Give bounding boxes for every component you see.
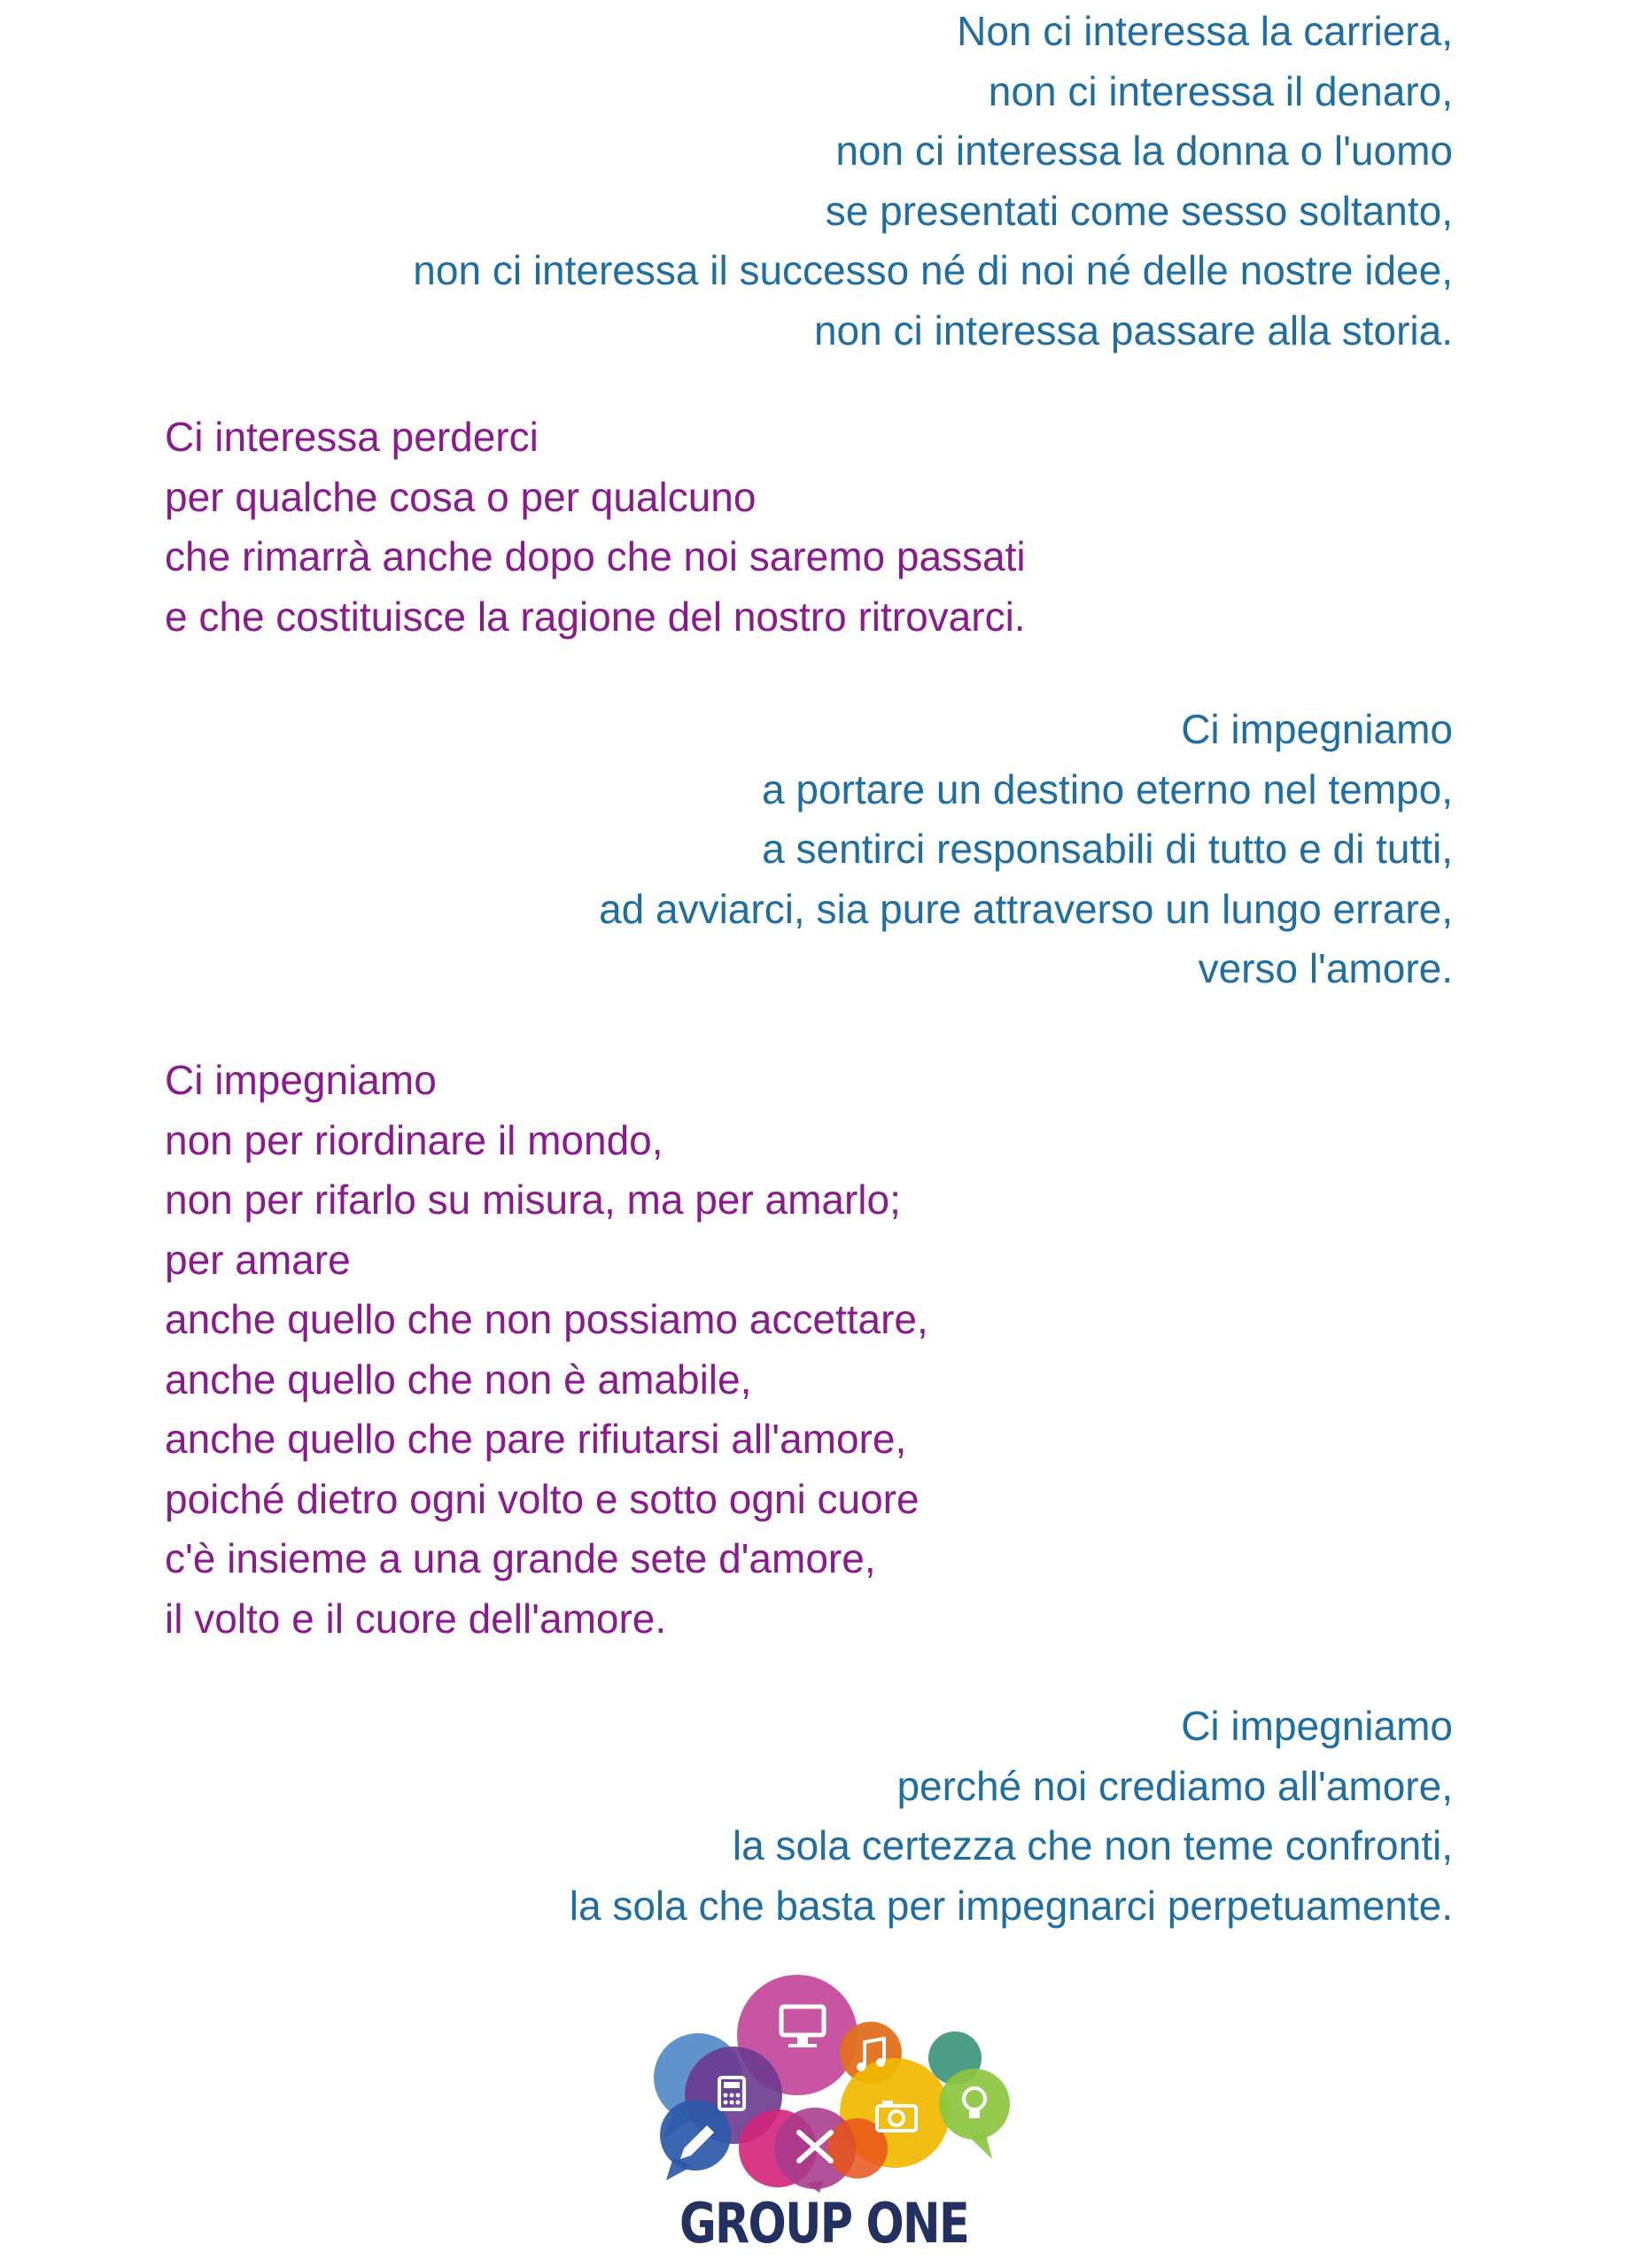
poem-line: non ci interessa passare alla storia. <box>813 307 1453 353</box>
group-one-logo <box>620 1971 1028 2264</box>
poem-line: non ci interessa il denaro, <box>988 67 1453 114</box>
stanza-5 <box>570 1697 1453 1936</box>
poem-line: Ci impegniamo <box>165 1057 437 1103</box>
stanza-4 <box>165 1051 928 1649</box>
speech-bubbles-icon <box>620 1971 1028 2193</box>
stanza-1 <box>413 2 1453 361</box>
poem-line: c'è insieme a una grande sete d'amore, <box>165 1535 876 1581</box>
poem-line: a portare un destino eterno nel tempo, <box>762 765 1453 812</box>
poem-line: se presentati come sesso soltanto, <box>825 187 1453 234</box>
poem-line: verso l'amore. <box>1198 945 1453 991</box>
poem-line: non per rifarlo su misura, ma per amarlo; <box>165 1177 901 1223</box>
poem-line: per amare <box>165 1236 351 1283</box>
poem-line: Ci interessa perderci <box>165 414 539 460</box>
poem-line: non ci interessa il successo né di noi né delle nostre idee, <box>413 247 1453 293</box>
poem-line: Non ci interessa la carriera, <box>957 8 1453 54</box>
brand-name: GROUP ONE <box>679 2191 969 2256</box>
poem-line: e che costituisce la ragione del nostro ritrovarci. <box>165 593 1026 640</box>
poem-line: anche quello che pare rifiutarsi all'amore, <box>165 1416 907 1462</box>
poem-line: ad avviarci, sia pure attraverso un lungo errare, <box>599 885 1453 932</box>
poem-line: anche quello che non possiamo accettare, <box>165 1296 928 1342</box>
poem-line: anche quello che non è amabile, <box>165 1355 752 1402</box>
poem-line: poiché dietro ogni volto e sotto ogni cuore <box>165 1475 920 1522</box>
poem-line: non per riordinare il mondo, <box>165 1116 664 1163</box>
poem-line: a sentirci responsabili di tutto e di tutti, <box>762 826 1453 872</box>
poem-line: che rimarrà anche dopo che noi saremo passati <box>165 533 1026 579</box>
poem-line: perché noi crediamo all'amore, <box>896 1762 1453 1809</box>
poem-line: Ci impegniamo <box>1181 706 1453 752</box>
poem-line: la sola che basta per impegnarci perpetuamente. <box>569 1882 1453 1929</box>
poem-line: per qualche cosa o per qualcuno <box>165 473 757 520</box>
stanza-2 <box>165 408 1026 647</box>
poem-line: non ci interessa la donna o l'uomo <box>835 128 1453 174</box>
poem-line: il volto e il cuore dell'amore. <box>165 1595 667 1642</box>
stanza-3 <box>599 700 1453 999</box>
poem-line: la sola certezza che non teme confronti, <box>732 1822 1453 1868</box>
poem-line: Ci impegniamo <box>1181 1703 1453 1749</box>
